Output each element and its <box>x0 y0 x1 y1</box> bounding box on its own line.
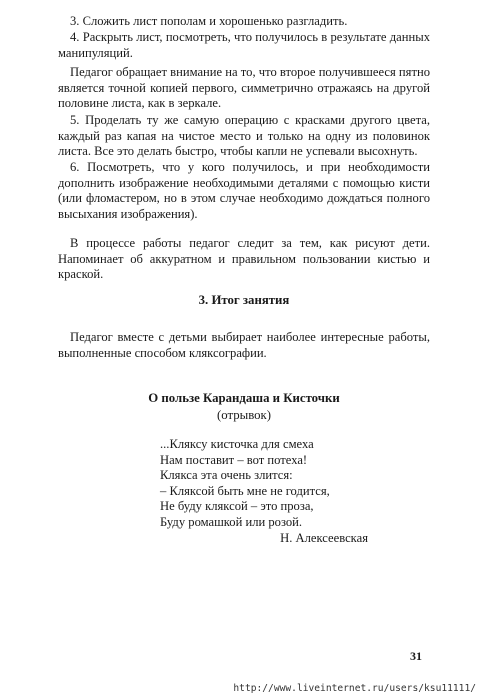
poem-title: О пользе Карандаша и Кисточки <box>148 391 340 405</box>
paragraph-step-3: 3. Сложить лист пополам и хорошенько разгладить. <box>70 14 348 28</box>
poem-subtitle: (отрывок) <box>216 408 272 422</box>
poem-line: ...Кляксу кисточка для смеха <box>160 437 314 451</box>
watermark-url: http://www.liveinternet.ru/users/ksu11111/ <box>233 683 476 694</box>
poem-author: Н. Алексеевская <box>280 531 368 545</box>
poem-line: Буду ромашкой или розой. <box>160 514 303 529</box>
paragraph-step-4: 4. Раскрыть лист, посмотреть, что получилось в результате данных манипуляций. <box>58 30 430 60</box>
poem-line: Нам поставит – вот потеха! <box>160 452 308 467</box>
paragraph-step-5: 5. Проделать ту же самую операцию с красками другого цвета, каждый раз капая на чистое место и только на одну из половинок листа. Все это делать быстро, чтобы капли не успевали высохнуть. <box>58 113 430 159</box>
section-heading: 3. Итог занятия <box>198 293 290 307</box>
page-number: 31 <box>410 649 422 663</box>
paragraph-step-6: 6. Посмотреть, что у кого получилось, и при необходимости дополнить изображение необходимыми деталями с помощью кисти (или фломастером, но в этом случае необходимо дождаться полного высыхания изображения). <box>58 160 430 221</box>
poem-lines <box>160 437 390 531</box>
poem-line: Не буду кляксой – это проза, <box>160 499 314 514</box>
poem-line: – Кляксой быть мне не годится, <box>160 483 330 498</box>
poem-line: Клякса эта очень злится: <box>160 468 293 483</box>
paragraph-summary: Педагог вместе с детьми выбирает наиболее интересные работы, выполненные способом кляксографии. <box>58 330 430 360</box>
paragraph-teacher-note: Педагог обращает внимание на то, что второе получившееся пятно является точной копией первого, симметрично отражаясь на другой половине листа, как в зеркале. <box>58 65 430 111</box>
paragraph-process: В процессе работы педагог следит за тем, как рисуют дети. Напоминает об аккуратном и правильном пользовании кистью и краской. <box>58 236 430 282</box>
